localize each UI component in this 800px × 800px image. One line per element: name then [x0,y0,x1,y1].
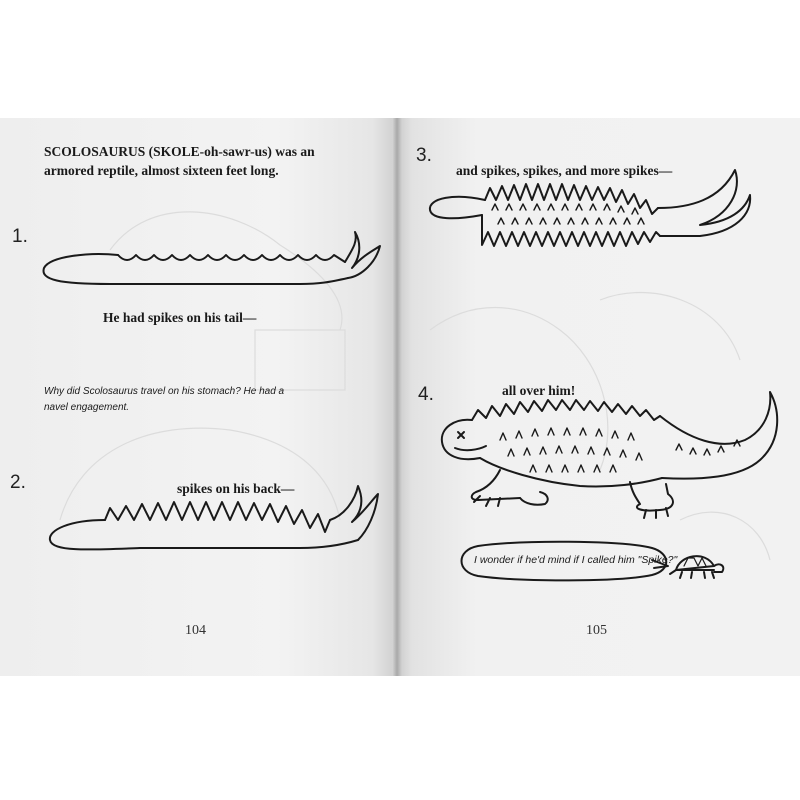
turtle-drawing [670,556,723,578]
step-2-number: 2. [10,472,26,493]
caption-step-3: and spikes, spikes, and more spikes— [456,163,673,178]
step-2-back-drawing [50,486,378,550]
step-4-number: 4. [418,384,434,405]
intro-text: SCOLOSAURUS (SKOLE-oh-sawr-us) was an armored reptile, almost sixteen feet long. [44,144,315,178]
step-3-number: 3. [416,145,432,166]
caption-step-4: all over him! [502,383,576,398]
speech-bubble-text: I wonder if he'd mind if I called him "Spike?" [474,554,678,566]
joke-text: Why did Scolosaurus travel on his stomach? He had a navel engagement. [44,386,285,413]
caption-step-2: spikes on his back— [177,481,295,496]
step-1-tail-drawing [44,232,380,284]
step-4-scolosaurus-drawing [442,392,777,518]
page-number-left: 104 [185,623,206,638]
caption-step-1: He had spikes on his tail— [103,310,257,325]
step-1-number: 1. [12,226,28,247]
page-number-right: 105 [586,623,607,638]
step-3-spikes-drawing [430,170,750,246]
